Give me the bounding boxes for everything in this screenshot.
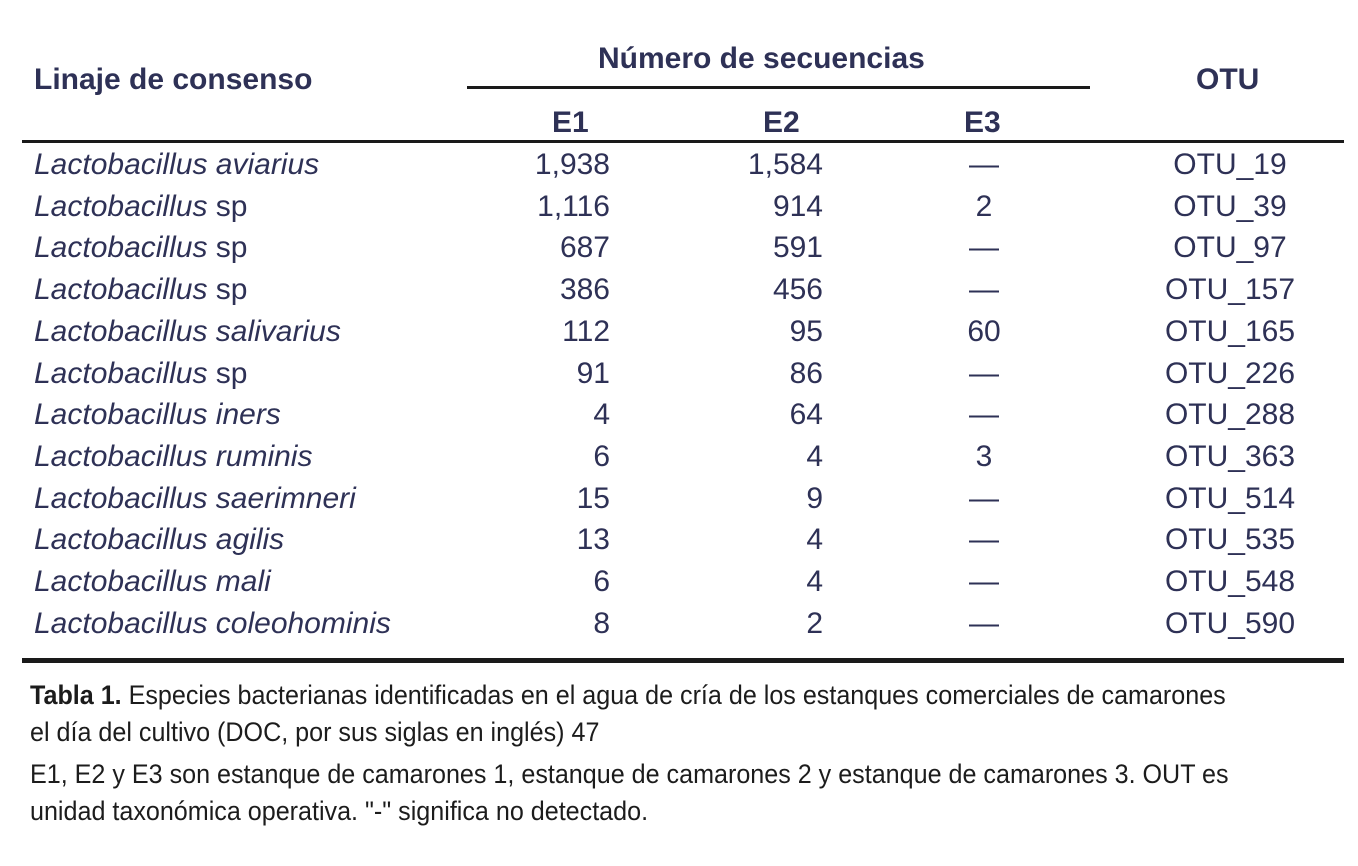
header-e3: E3: [964, 106, 1001, 139]
cell-e3: —: [969, 398, 999, 431]
genus-name: Lactobacillus: [34, 315, 208, 348]
cell-e3: 3: [975, 440, 993, 473]
table-row: [34, 440, 312, 474]
cell-otu: OTU_548: [1164, 565, 1296, 598]
cell-e3: —: [969, 565, 999, 598]
table-note: E1, E2 y E3 son estanque de camarones 1, estanque de camarones 2 y estanque de camarones 3. OUT es unidad taxonómica operativa. "-" significa no detectado.: [30, 759, 1229, 826]
cell-e3: —: [969, 607, 999, 640]
caption-label: Tabla 1.: [30, 680, 122, 710]
header-e2: E2: [763, 106, 800, 139]
table-row: [34, 231, 247, 265]
cell-e2: 9: [806, 482, 823, 515]
cell-otu: OTU_165: [1164, 315, 1296, 348]
cell-otu: OTU_19: [1173, 148, 1287, 181]
cell-e3: —: [969, 148, 999, 181]
header-otu: OTU: [1196, 63, 1260, 96]
genus-name: Lactobacillus: [34, 273, 208, 306]
cell-e2: 1,584: [747, 148, 823, 181]
cell-otu: OTU_226: [1164, 357, 1296, 390]
cell-e1: 687: [559, 231, 610, 264]
cell-e3: —: [969, 231, 999, 264]
header-rule: [22, 140, 1344, 143]
caption-text: Especies bacterianas identificadas en el agua de cría de los estanques comerciales de camarones el día del cultivo (DOC, por sus siglas en inglés) 47: [30, 680, 1226, 747]
cell-otu: OTU_535: [1164, 523, 1296, 556]
species-name: salivarius: [215, 315, 341, 348]
cell-e3: 60: [967, 315, 1001, 348]
cell-e1: 112: [562, 315, 610, 348]
table-row: [34, 357, 247, 391]
species-name: sp: [215, 190, 248, 223]
genus-name: Lactobacillus: [34, 607, 208, 640]
cell-e2: 86: [789, 357, 823, 390]
bottom-rule: [22, 658, 1344, 663]
cell-e3: 2: [975, 190, 993, 223]
genus-name: Lactobacillus: [34, 398, 208, 431]
species-name: iners: [215, 398, 281, 431]
cell-e1: 91: [576, 357, 610, 390]
cell-e1: 8: [593, 607, 610, 640]
cell-e1: 6: [593, 440, 610, 473]
species-name: coleohominis: [215, 607, 391, 640]
genus-name: Lactobacillus: [34, 565, 208, 598]
cell-e2: 2: [806, 607, 823, 640]
table-caption: [30, 677, 1248, 751]
header-lineage: Linaje de consenso: [34, 63, 313, 96]
cell-e3: —: [969, 357, 999, 390]
species-name: agilis: [215, 523, 285, 556]
genus-name: Lactobacillus: [34, 357, 208, 390]
table-row: [34, 315, 341, 349]
genus-name: Lactobacillus: [34, 440, 208, 473]
table-row: [34, 148, 319, 182]
cell-e1: 6: [593, 565, 610, 598]
table-row: [34, 482, 356, 516]
cell-e3: —: [969, 273, 999, 306]
table-row: [34, 565, 271, 599]
table-row: [34, 190, 247, 224]
cell-e2: 95: [789, 315, 823, 348]
cell-e2: 4: [806, 523, 823, 556]
header-group: Número de secuencias: [598, 42, 925, 75]
cell-e2: 591: [772, 231, 823, 264]
header-e1: E1: [552, 106, 589, 139]
species-name: aviarius: [215, 148, 320, 181]
cell-otu: OTU_39: [1173, 190, 1287, 223]
cell-otu: OTU_363: [1164, 440, 1296, 473]
cell-e1: 386: [559, 273, 610, 306]
genus-name: Lactobacillus: [34, 523, 208, 556]
cell-e2: 4: [806, 565, 823, 598]
cell-e2: 64: [789, 398, 823, 431]
cell-otu: OTU_157: [1164, 273, 1296, 306]
species-name: saerimneri: [215, 482, 356, 515]
cell-otu: OTU_97: [1173, 231, 1287, 264]
species-name: mali: [215, 565, 271, 598]
species-name: sp: [215, 357, 248, 390]
cell-e3: —: [969, 482, 999, 515]
cell-e1: 4: [593, 398, 610, 431]
cell-e2: 914: [772, 190, 823, 223]
cell-e1: 15: [576, 482, 610, 515]
group-underline: [467, 86, 1090, 89]
cell-otu: OTU_514: [1164, 482, 1296, 515]
genus-name: Lactobacillus: [34, 148, 208, 181]
cell-e1: 13: [576, 523, 610, 556]
table-row: [34, 273, 247, 307]
cell-e1: 1,116: [537, 190, 610, 223]
cell-e2: 456: [772, 273, 823, 306]
cell-otu: OTU_590: [1164, 607, 1296, 640]
cell-e1: 1,938: [534, 148, 610, 181]
table-row: [34, 607, 391, 641]
cell-e2: 4: [806, 440, 823, 473]
genus-name: Lactobacillus: [34, 190, 208, 223]
species-name: ruminis: [215, 440, 313, 473]
genus-name: Lactobacillus: [34, 482, 208, 515]
cell-otu: OTU_288: [1164, 398, 1296, 431]
table-row: [34, 398, 281, 432]
cell-e3: —: [969, 523, 999, 556]
species-name: sp: [215, 273, 248, 306]
genus-name: Lactobacillus: [34, 231, 208, 264]
species-name: sp: [215, 231, 248, 264]
table-row: [34, 523, 284, 557]
